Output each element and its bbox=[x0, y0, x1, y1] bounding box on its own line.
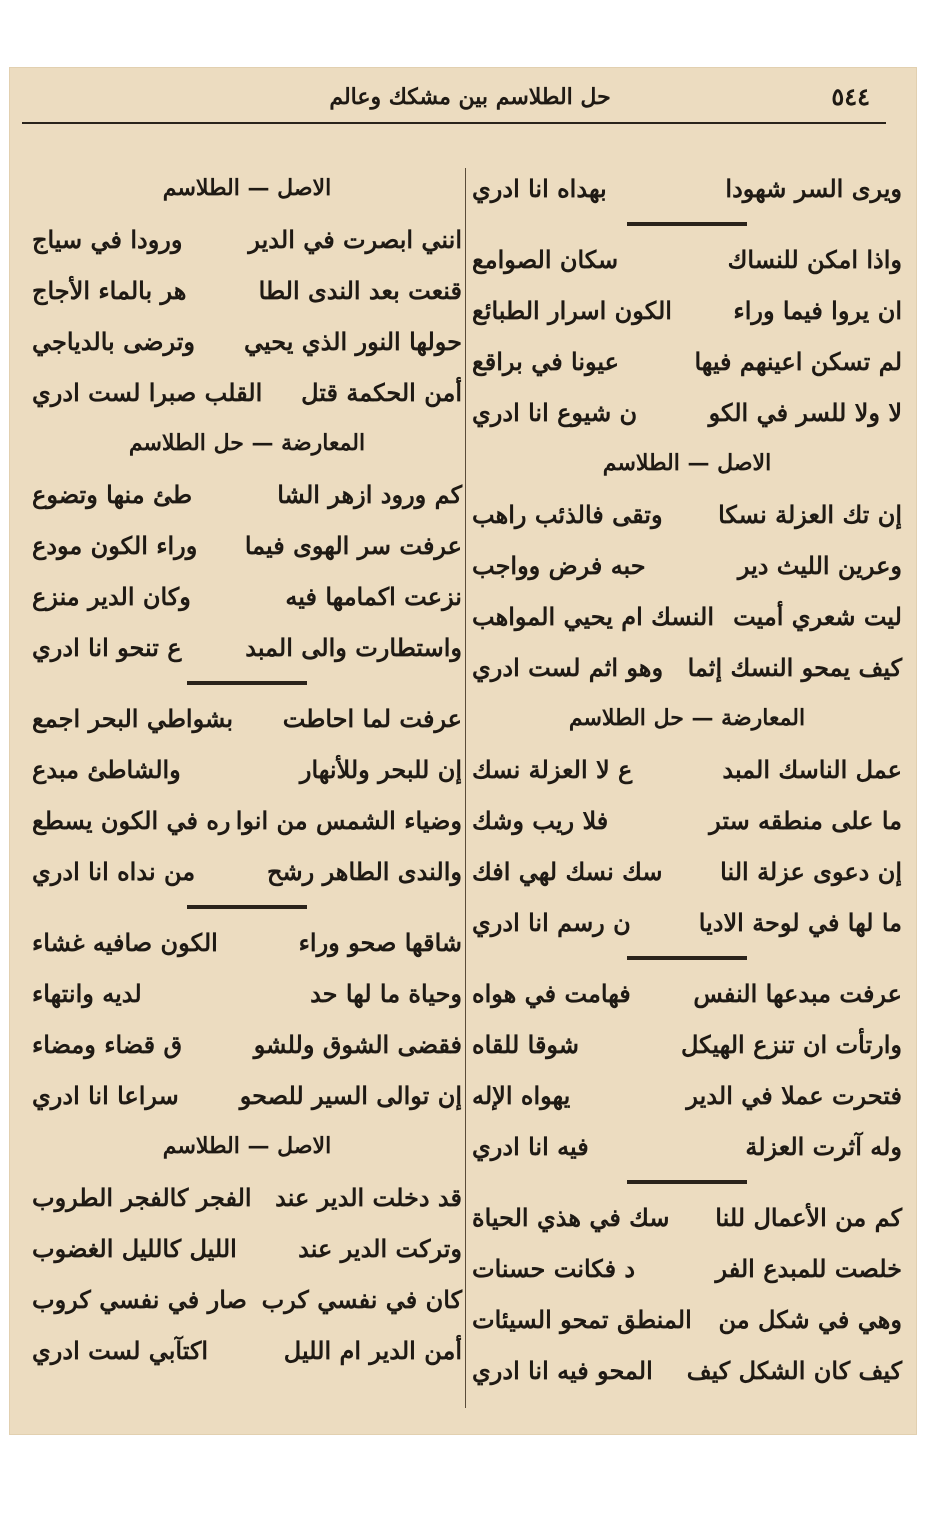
verse-line bbox=[32, 1070, 462, 1121]
first-hemistich: فتحرت عملا في الدير bbox=[686, 1081, 902, 1110]
verse-line bbox=[472, 336, 902, 387]
verse-line bbox=[472, 234, 902, 285]
section-heading: الاصل — الطلاسم bbox=[162, 175, 332, 201]
running-header bbox=[10, 68, 916, 126]
first-hemistich: كان في نفسي كرب bbox=[261, 1285, 462, 1314]
stanza-divider bbox=[32, 673, 462, 693]
verse-line bbox=[472, 1243, 902, 1294]
first-hemistich: كيف كان الشكل كيف bbox=[686, 1356, 902, 1385]
second-hemistich: يهواه الإله bbox=[472, 1081, 571, 1110]
second-hemistich: فلا ريب وشك bbox=[472, 806, 609, 835]
second-hemistich: القلب صبرا لست ادري bbox=[32, 378, 263, 407]
first-hemistich: قنعت بعد الندى الطا bbox=[258, 276, 462, 305]
verse-line bbox=[472, 540, 902, 591]
first-hemistich: إن تك العزلة نسكا bbox=[718, 500, 902, 529]
verse-line bbox=[32, 622, 462, 673]
header-rule bbox=[22, 122, 886, 124]
first-hemistich: ما على منطقه ستر bbox=[709, 806, 902, 835]
second-hemistich: اكتآبي لست ادري bbox=[32, 1336, 209, 1365]
second-hemistich: وراء الكون مودع bbox=[32, 531, 198, 560]
first-hemistich: قد دخلت الدير عند bbox=[275, 1183, 462, 1212]
second-hemistich: المنطق تمحو السيئات bbox=[472, 1305, 692, 1334]
first-hemistich: إن توالى السير للصحو bbox=[239, 1081, 462, 1110]
second-hemistich: حبه فرض وواجب bbox=[472, 551, 646, 580]
first-hemistich: عرفت لما احاطت bbox=[282, 704, 462, 733]
stanza-divider bbox=[472, 948, 902, 968]
verse-line bbox=[472, 968, 902, 1019]
second-hemistich: بهداه انا ادري bbox=[472, 174, 607, 203]
verse-line bbox=[32, 1274, 462, 1325]
first-hemistich: عمل الناسك المبد bbox=[722, 755, 902, 784]
verse-line bbox=[472, 387, 902, 438]
second-hemistich: ق قضاء ومضاء bbox=[32, 1030, 183, 1059]
first-hemistich: لم تسكن اعينهم فيها bbox=[694, 347, 902, 376]
second-hemistich: عيونا في براقع bbox=[472, 347, 619, 376]
second-hemistich: وترضى بالدياجي bbox=[32, 327, 195, 356]
second-hemistich: ره في الكون يسطع bbox=[32, 806, 231, 835]
second-hemistich: د فكانت حسنات bbox=[472, 1254, 636, 1283]
verse-line bbox=[472, 642, 902, 693]
verse-line bbox=[472, 897, 902, 948]
first-hemistich: واذا امكن للنساك bbox=[727, 245, 902, 274]
running-title: حل الطلاسم بين مشكك وعالم bbox=[329, 84, 611, 110]
second-hemistich: الفجر كالفجر الطروب bbox=[32, 1183, 252, 1212]
second-hemistich: ورودا في سياج bbox=[32, 225, 183, 254]
second-hemistich: ع تنحو انا ادري bbox=[32, 633, 182, 662]
verse-line bbox=[32, 316, 462, 367]
verse-line bbox=[32, 367, 462, 418]
verse-line bbox=[472, 489, 902, 540]
second-hemistich: وتقى فالذئب راهب bbox=[472, 500, 663, 529]
first-hemistich: نزعت اكمامها فيه bbox=[285, 582, 462, 611]
verse-line bbox=[32, 1172, 462, 1223]
first-hemistich: ويرى السر شهودا bbox=[725, 174, 902, 203]
column-divider bbox=[465, 168, 466, 1408]
second-hemistich: وهو اثم لست ادري bbox=[472, 653, 664, 682]
first-hemistich: أمن الحكمة قتل bbox=[301, 378, 462, 407]
second-hemistich: شوقا للقاه bbox=[472, 1030, 579, 1059]
verse-line bbox=[32, 1223, 462, 1274]
verse-line bbox=[472, 163, 902, 214]
first-hemistich: كم ورود ازهر الشا bbox=[277, 480, 462, 509]
book-page bbox=[10, 68, 916, 1434]
second-hemistich: المحو فيه انا ادري bbox=[472, 1356, 653, 1385]
verse-line bbox=[472, 744, 902, 795]
second-hemistich: الليل كالليل الغضوب bbox=[32, 1234, 237, 1263]
second-hemistich: ن رسم انا ادري bbox=[472, 908, 631, 937]
verse-line bbox=[32, 1019, 462, 1070]
section-heading: الاصل — الطلاسم bbox=[602, 450, 772, 476]
verse-line bbox=[472, 591, 902, 642]
second-hemistich: والشاطئ مبدع bbox=[32, 755, 181, 784]
verse-line bbox=[472, 795, 902, 846]
second-hemistich: ع لا العزلة نسك bbox=[472, 755, 633, 784]
first-hemistich: كيف يمحو النسك إثما bbox=[687, 653, 902, 682]
verse-line bbox=[32, 520, 462, 571]
second-hemistich: طئ منها وتضوع bbox=[32, 480, 193, 509]
second-hemistich: ن شيوع انا ادري bbox=[472, 398, 638, 427]
second-hemistich: النسك ام يحيي المواهب bbox=[472, 602, 715, 631]
verse-line bbox=[472, 1121, 902, 1172]
left-column bbox=[32, 163, 462, 1376]
verse-line bbox=[32, 571, 462, 622]
stanza-divider bbox=[32, 897, 462, 917]
first-hemistich: عرفت سر الهوى فيما bbox=[244, 531, 462, 560]
verse-line bbox=[32, 795, 462, 846]
verse-line bbox=[472, 1294, 902, 1345]
first-hemistich: ليت شعري أميت bbox=[733, 602, 902, 631]
verse-line bbox=[472, 1345, 902, 1396]
first-hemistich: وتركت الدير عند bbox=[298, 1234, 462, 1263]
first-hemistich: ما لها في لوحة الاديا bbox=[698, 908, 902, 937]
first-hemistich: وله آثرت العزلة bbox=[745, 1132, 902, 1161]
first-hemistich: وحياة ما لها حد bbox=[310, 979, 462, 1008]
verse-line bbox=[32, 1325, 462, 1376]
first-hemistich: وعرين الليث دير bbox=[737, 551, 902, 580]
second-hemistich: من نداه انا ادري bbox=[32, 857, 196, 886]
first-hemistich: عرفت مبدعها النفس bbox=[693, 979, 902, 1008]
second-hemistich: لديه وانتهاء bbox=[32, 979, 142, 1008]
first-hemistich: واستطارت والى المبد bbox=[245, 633, 462, 662]
verse-line bbox=[32, 917, 462, 968]
second-hemistich: سك في هذي الحياة bbox=[472, 1203, 670, 1232]
verse-line bbox=[32, 469, 462, 520]
section-heading: الاصل — الطلاسم bbox=[162, 1133, 332, 1159]
second-hemistich: سكان الصوامع bbox=[472, 245, 619, 274]
first-hemistich: والندى الطاهر رشح bbox=[267, 857, 462, 886]
verse-line bbox=[32, 846, 462, 897]
verse-line bbox=[32, 693, 462, 744]
verse-line bbox=[472, 285, 902, 336]
verse-line bbox=[32, 214, 462, 265]
first-hemistich: كم من الأعمال للنا bbox=[715, 1203, 902, 1232]
second-hemistich: هر بالماء الأجاج bbox=[32, 276, 187, 305]
first-hemistich: وضياء الشمس من انوا bbox=[235, 806, 462, 835]
second-hemistich: الكون صافيه غشاء bbox=[32, 928, 218, 957]
second-hemistich: فهامت في هواه bbox=[472, 979, 631, 1008]
second-hemistich: الكون اسرار الطبائع bbox=[472, 296, 672, 325]
stanza-divider bbox=[472, 214, 902, 234]
first-hemistich: وهي في شكل من bbox=[718, 1305, 902, 1334]
verse-line bbox=[32, 744, 462, 795]
second-hemistich: وكان الدير منزع bbox=[32, 582, 191, 611]
first-hemistich: حولها النور الذي يحيي bbox=[244, 327, 462, 356]
first-hemistich: أمن الدير ام الليل bbox=[283, 1336, 462, 1365]
verse-line bbox=[472, 1070, 902, 1121]
verse-line bbox=[472, 1192, 902, 1243]
second-hemistich: بشواطي البحر اجمع bbox=[32, 704, 234, 733]
verse-line bbox=[472, 1019, 902, 1070]
stanza-divider bbox=[472, 1172, 902, 1192]
second-hemistich: سك نسك لهي افك bbox=[472, 857, 663, 886]
verse-line bbox=[472, 846, 902, 897]
second-hemistich: فيه انا ادري bbox=[472, 1132, 589, 1161]
first-hemistich: خلصت للمبدع الفر bbox=[715, 1254, 902, 1283]
second-hemistich: سراعا انا ادري bbox=[32, 1081, 179, 1110]
right-column bbox=[472, 163, 902, 1396]
section-heading: المعارضة — حل الطلاسم bbox=[128, 430, 366, 456]
first-hemistich: وارتأت ان تنزع الهيكل bbox=[681, 1030, 902, 1059]
second-hemistich: صار في نفسي كروب bbox=[32, 1285, 247, 1314]
first-hemistich: فقضى الشوق وللشو bbox=[253, 1030, 462, 1059]
first-hemistich: ان يروا فيما وراء bbox=[733, 296, 902, 325]
first-hemistich: إن للبحر وللأنهار bbox=[299, 755, 462, 784]
verse-line bbox=[32, 968, 462, 1019]
first-hemistich: لا ولا للسر في الكو bbox=[708, 398, 902, 427]
first-hemistich: انني ابصرت في الدير bbox=[248, 225, 462, 254]
first-hemistich: شاقها صحو وراء bbox=[298, 928, 462, 957]
page-number: ٥٤٤ bbox=[831, 82, 870, 111]
first-hemistich: إن دعوى عزلة النا bbox=[720, 857, 902, 886]
verse-line bbox=[32, 265, 462, 316]
section-heading: المعارضة — حل الطلاسم bbox=[568, 705, 806, 731]
